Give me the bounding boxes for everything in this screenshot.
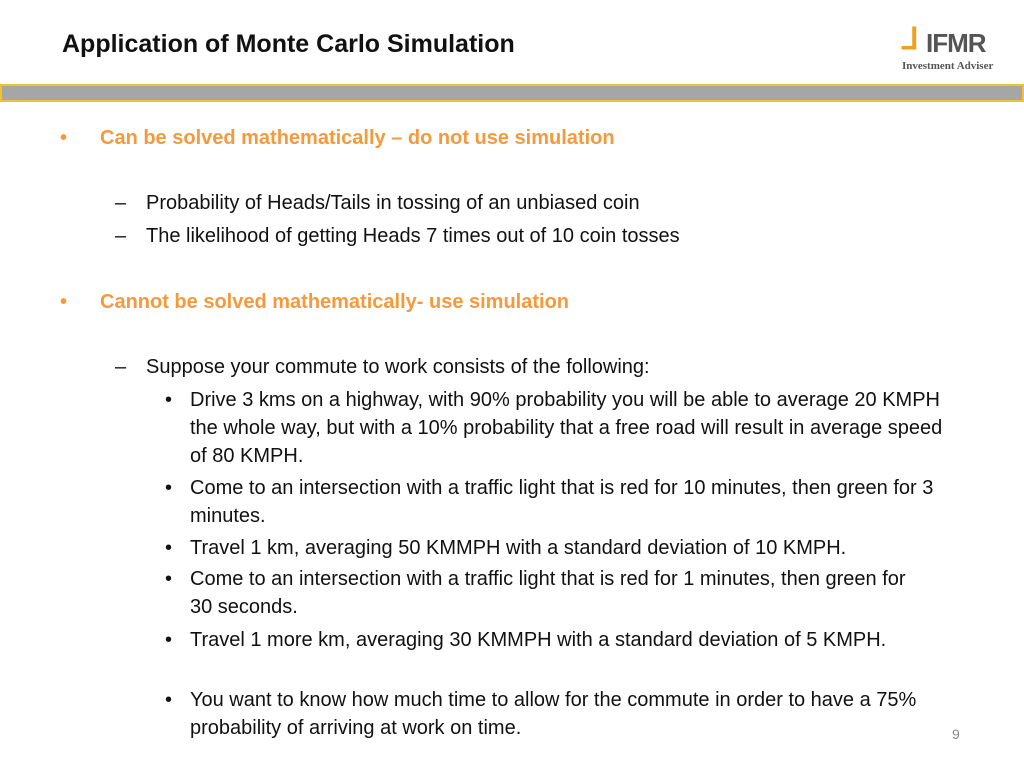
ifmr-logo (900, 22, 1020, 77)
slide-title: Application of Monte Carlo Simulation (62, 30, 515, 58)
page-number: 9 (952, 726, 960, 742)
logo-mark-icon: ⅃ (902, 23, 919, 56)
logo-subtitle: Investment Adviser (902, 60, 994, 72)
logo-name: IFMR (926, 28, 986, 58)
header-divider-bar (0, 84, 1024, 102)
